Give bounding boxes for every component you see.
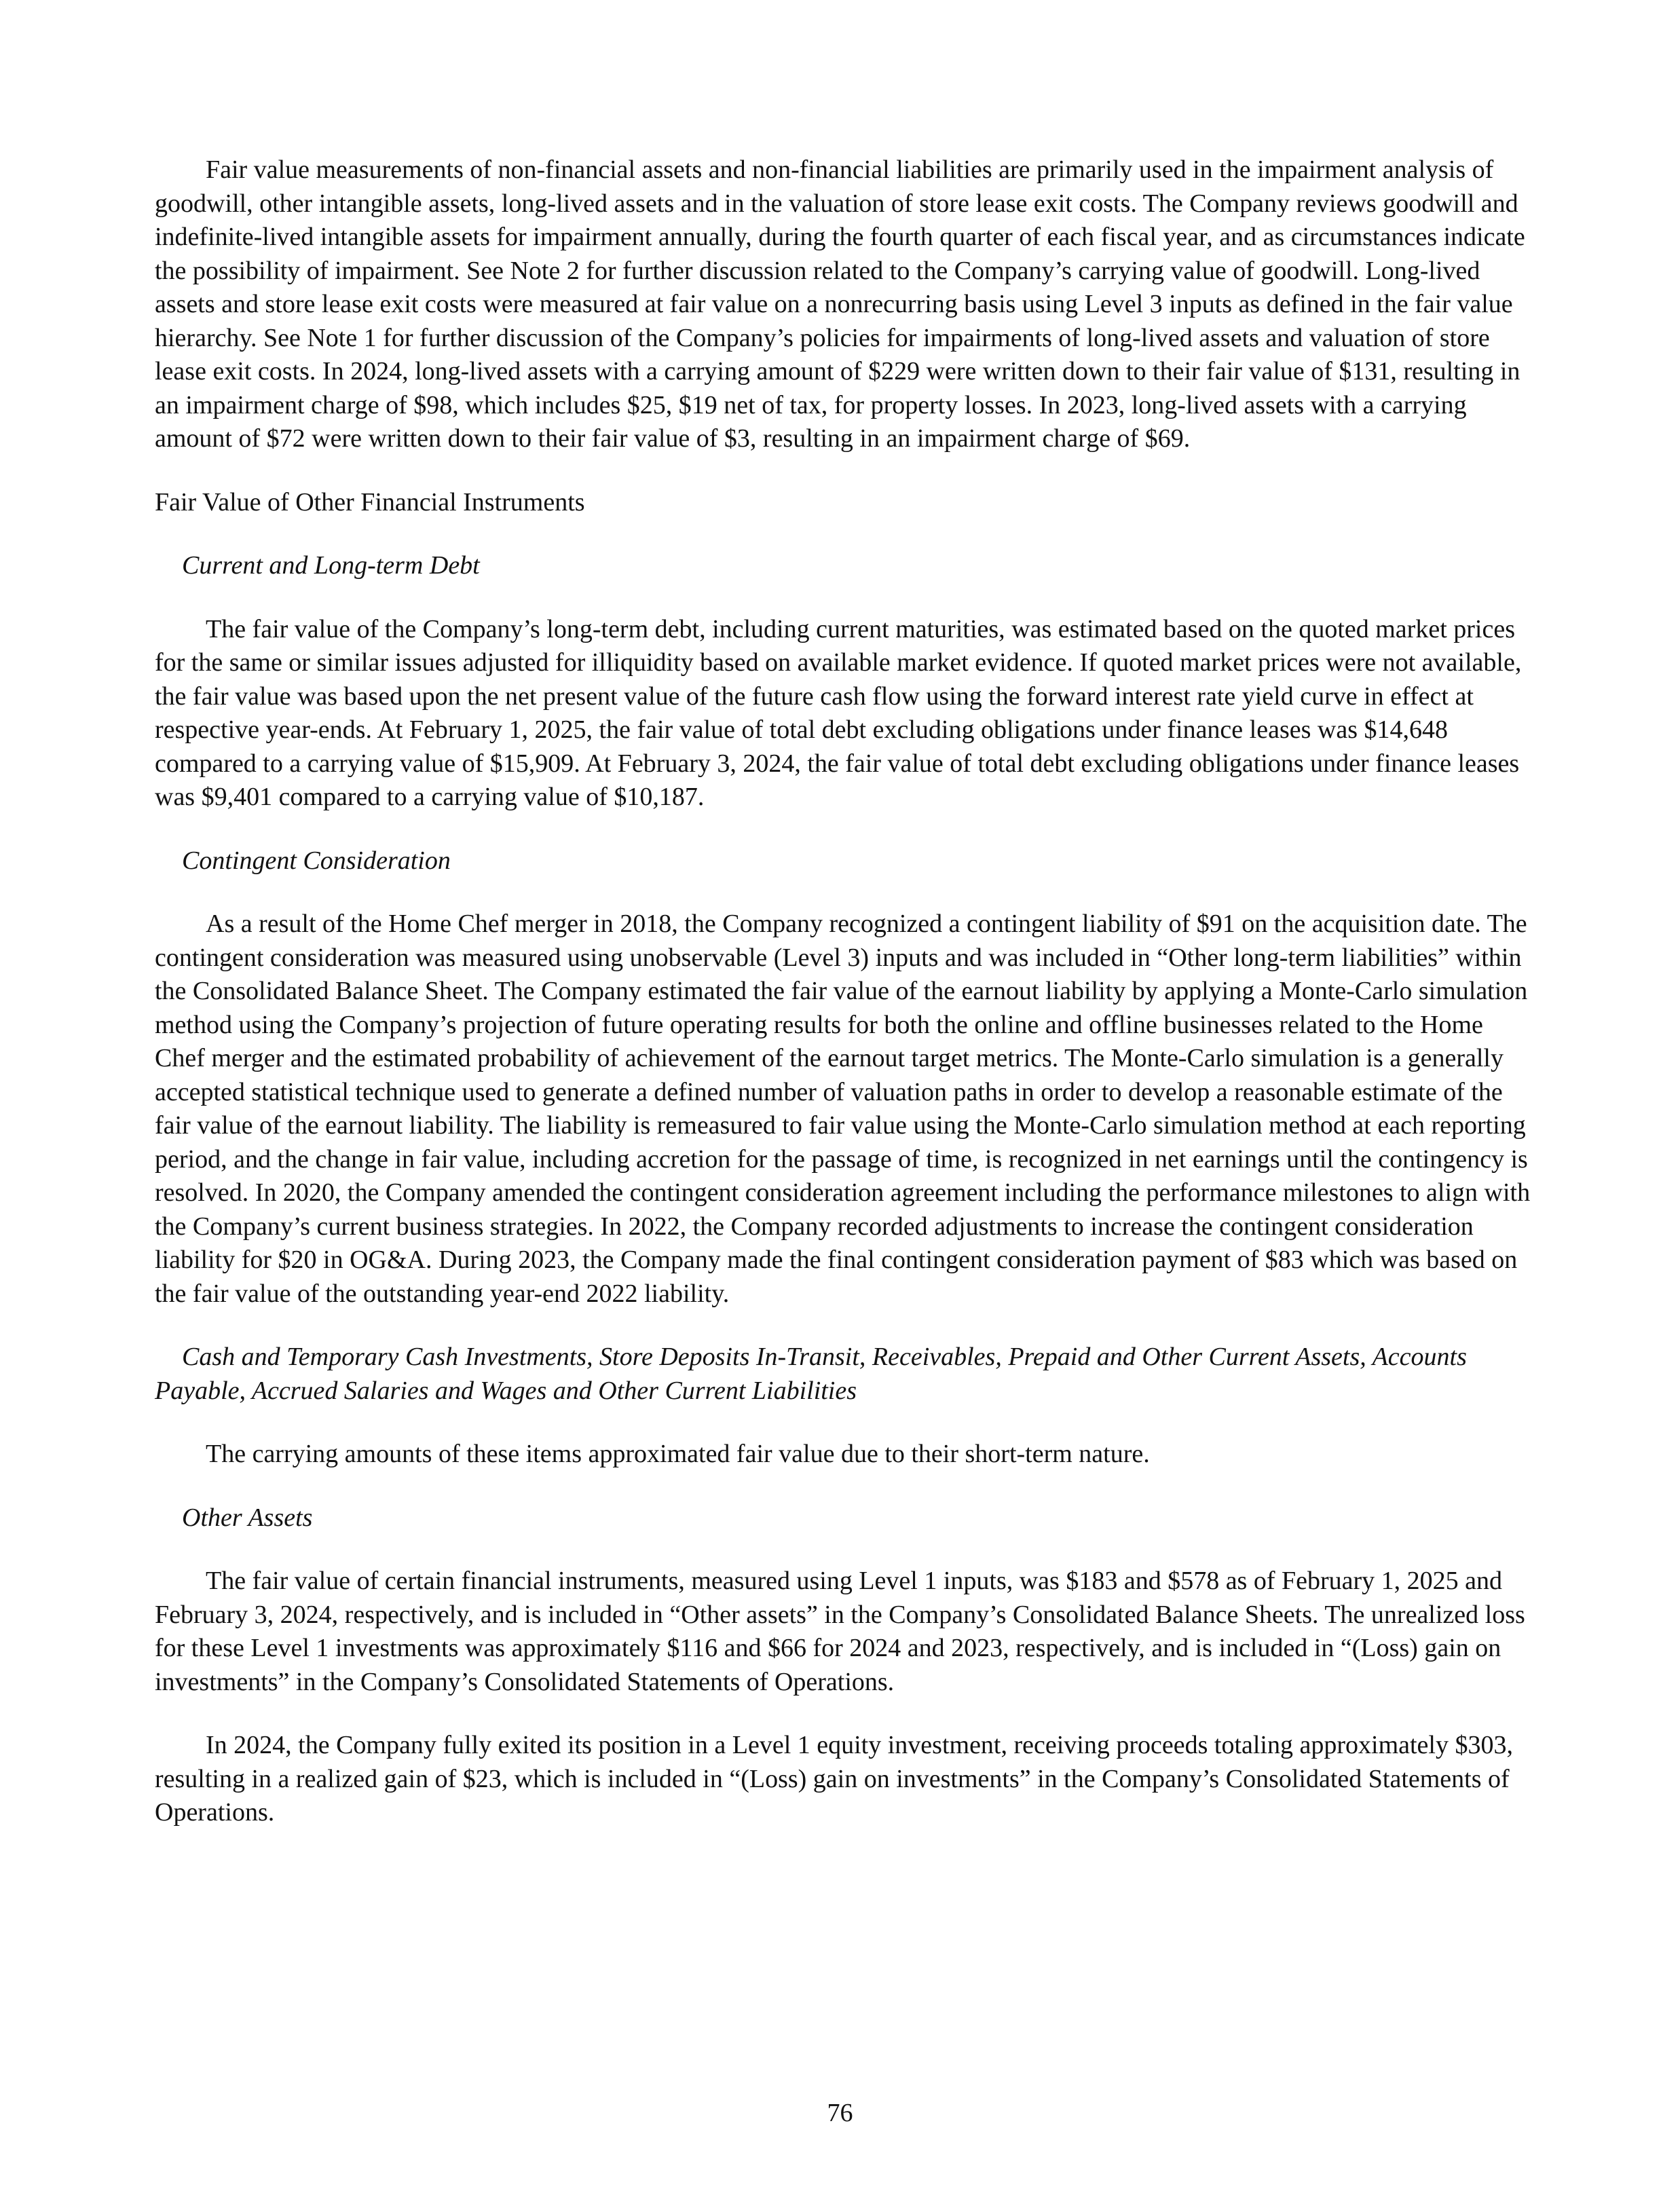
paragraph-debt: The fair value of the Company’s long-term debt, including current maturities, was estimated based on the quoted market prices for the same or similar issues adjusted for illiquidity based on available market evidence. If quoted market prices were not available, the fair value was based upon the net present value of the future cash flow using the forward interest rate yield curve in effect at respective year-ends. At February 1, 2025, the fair value of total debt excluding obligations under finance leases was $14,648 compared to a carrying value of $15,909. At February 3, 2024, the fair value of total debt excluding obligations under finance leases was $9,401 compared to a carrying value of $10,187. <box>155 614 1522 811</box>
paragraph-other-assets: The fair value of certain financial instruments, measured using Level 1 inputs, was $183 and $578 as of February 1, 2025 and February 3, 2024, respectively, and is included in “Other assets” in the Company’s Consolidated Balance Sheets. The unrealized loss for these Level 1 investments was approximately $116 and $66 for 2024 and 2023, respectively, and is included in “(Loss) gain on investments” in the Company’s Consolidated Statements of Operations. <box>155 1567 1525 1696</box>
paragraph-carrying-amounts: The carrying amounts of these items approximated fair value due to their short-term nature. <box>206 1440 1150 1468</box>
subheading-other-assets: Other Assets <box>182 1503 313 1532</box>
page-number: 76 <box>827 2099 853 2127</box>
paragraph-contingent-consideration: As a result of the Home Chef merger in 2018, the Company recognized a contingent liability of $91 on the acquisition date. The contingent consideration was measured using unobservable (Level 3) inputs and was included in “Other long-term liabilities” within the Consolidated Balance Sheet. The Company estimated the fair value of the earnout liability by applying a Monte-Carlo simulation method using the Company’s projection of future operating results for both the online and offline businesses related to the Home Chef merger and the estimated probability of achievement of the earnout target metrics. The Monte-Carlo simulation is a generally accepted statistical technique used to generate a defined number of valuation paths in order to develop a reasonable estimate of the fair value of the earnout liability. The liability is remeasured to fair value using the Monte-Carlo simulation method at each reporting period, and the change in fair value, including accretion for the passage of time, is recognized in net earnings until the contingency is resolved. In 2020, the Company amended the contingent consideration agreement including the performance milestones to align with the Company’s current business strategies. In 2022, the Company recorded adjustments to increase the contingent consideration liability for $20 in OG&A. During 2023, the Company made the final contingent consideration payment of $83 which was based on the fair value of the outstanding year-end 2022 liability. <box>155 910 1531 1308</box>
subheading-debt: Current and Long-term Debt <box>182 551 480 580</box>
paragraph-equity-exit: In 2024, the Company fully exited its position in a Level 1 equity investment, receiving proceeds totaling approximately $303, resulting in a realized gain of $23, which is included in “(Loss) gain on investments” in the Company’s Consolidated Statements of Operations. <box>155 1731 1513 1827</box>
paragraph-impairment: Fair value measurements of non-financial assets and non-financial liabilities are primarily used in the impairment analysis of goodwill, other intangible assets, long-lived assets and in the valuation of store lease exit costs. The Company reviews goodwill and indefinite-lived intangible assets for impairment annually, during the fourth quarter of each fiscal year, and as circumstances indicate the possibility of impairment. See Note 2 for further discussion related to the Company’s carrying value of goodwill. Long-lived assets and store lease exit costs were measured at fair value on a nonrecurring basis using Level 3 inputs as defined in the fair value hierarchy. See Note 1 for further discussion of the Company’s policies for impairments of long-lived assets and valuation of store lease exit costs. In 2024, long-lived assets with a carrying amount of $229 were written down to their fair value of $131, resulting in an impairment charge of $98, which includes $25, $19 net of tax, for property losses. In 2023, long-lived assets with a carrying amount of $72 were written down to their fair value of $3, resulting in an impairment charge of $69. <box>155 155 1525 453</box>
section-heading-other-financial-instruments: Fair Value of Other Financial Instruments <box>155 487 585 517</box>
subheading-cash-and-current-items: Cash and Temporary Cash Investments, Store Deposits In-Transit, Receivables, Prepaid and Other Current Assets, Accounts Payable, Accrued Salaries and Wages and Other Current Liabilities <box>155 1343 1467 1405</box>
page-body <box>155 153 1533 1830</box>
subheading-contingent-consideration: Contingent Consideration <box>182 846 451 875</box>
